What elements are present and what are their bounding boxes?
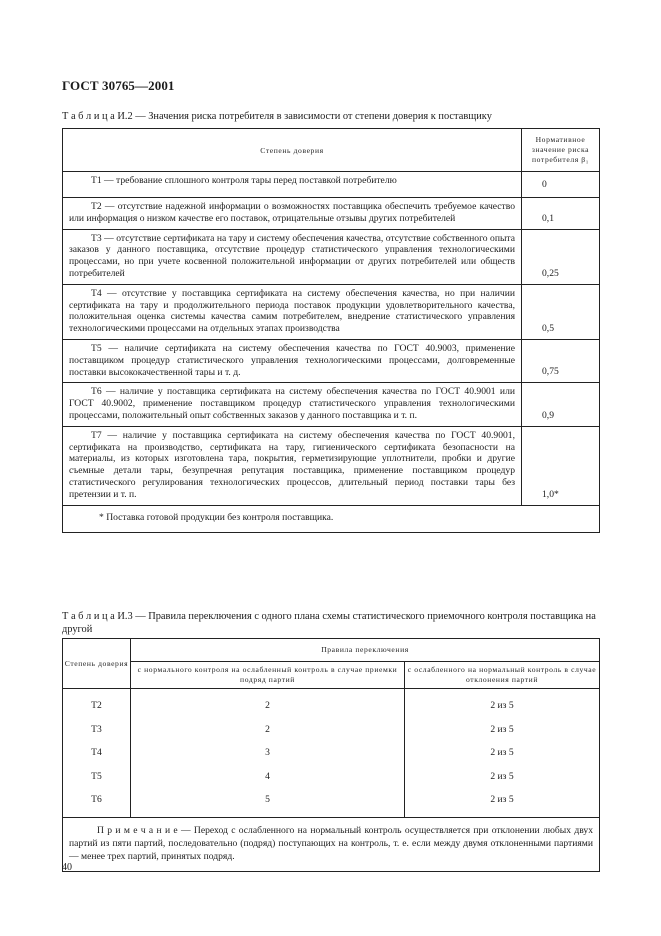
to-normal-cell: 2 из 5 [405,741,600,765]
table-row [63,765,600,789]
row-desc-t2 [63,198,522,230]
to-normal-cell: 2 из 5 [405,788,600,817]
col-header-risk: Нормативное значение риска потребителя β₁ [522,129,600,172]
table-row [63,426,600,505]
table-row [63,339,600,382]
document-code: ГОСТ 30765—2001 [62,78,175,93]
to-normal-cell: 2 из 5 [405,718,600,742]
row-text: Т5 — наличие сертификата на систему обеспечения качества по ГОСТ 40.9003, применение поставщиком процедур статистического управления технологическими процессами, долговременные поставки высококачественной тары и т. д. [69,342,515,378]
row-desc-t1 [63,172,522,198]
table-row [63,689,600,718]
table-row [63,284,600,339]
row-value-t5: 0,75 [522,339,600,382]
col-group-header-switching: Правила переключения [131,639,600,662]
row-value-t3: 0,25 [522,229,600,284]
row-text: Т1 — требование сплошного контроля тары перед поставкой потребителю [91,175,397,186]
table-i2-caption-text: И.2 — Значения риска потребителя в зависимости от степени доверия к поставщику [114,111,492,122]
row-text: Т7 — наличие у поставщика сертификата на систему обеспечения качества по ГОСТ 40.9001, сертификата на производство, сертификата на тару, гигиенического сертификата безопасности на материалы, из которых изготовлена тара, покрытия, герметизирующие уплотнители, пробки и другие съемные детали тары, безупречная репутация поставщика, применение поставщиком процедур статистического регулирования технологических процессов, длительный период поставки тары без претензии и т. п. [69,429,515,500]
row-desc-t4 [63,284,522,339]
table-i3-note-row [63,817,600,871]
degree-cell: Т4 [63,741,131,765]
to-normal-cell: 2 из 5 [405,689,600,718]
table-row [63,229,600,284]
table-row [63,741,600,765]
to-normal-cell: 2 из 5 [405,765,600,789]
table-row [63,788,600,817]
table-i3-header-row [63,639,600,662]
row-desc-t6 [63,383,522,426]
degree-cell: Т2 [63,689,131,718]
table-i3-caption [62,610,600,636]
row-text: Т6 — наличие у поставщика сертификата на систему обеспечения качества по ГОСТ 40.9001 или ГОСТ 40.9002, применение поставщиком процедур статистического управления технологическими процессами, положительный опыт собственных заказов у данного поставщика и т. п. [69,386,515,421]
row-value-t6: 0,9 [522,383,600,426]
row-value-t1: 0 [522,172,600,198]
to-reduced-cell: 4 [131,765,405,789]
note-body [69,824,593,863]
table-row [63,198,600,230]
note-text: — Переход с ослабленного на нормальный контроль осуществляется при отклонении любых двух партий из пяти партий, последовательно (подряд) поступающих на контроль, т. е. если между двумя отклоненными партиями — менее трех партий, принятых подряд. [69,824,594,862]
degree-cell: Т5 [63,765,131,789]
col-header-degree: Степень доверия [63,129,522,172]
table-i2-caption [62,110,602,123]
table-i3-note [63,817,600,871]
table-i2-footnote: * Поставка готовой продукции без контроля поставщика. [63,505,600,532]
table-row [63,172,600,198]
to-reduced-cell: 5 [131,788,405,817]
row-text: Т3 — отсутствие сертификата на тару и систему обеспечения качества, отсутствие собственного опыта заказов у данного поставщика, отсутствие процедур статистического управления технологическими процессами, но при учете косвенной положительной информации от других потребителей или обществ потребителей [69,232,515,279]
table-i3-caption-prefix: Т а б л и ц а [62,611,115,622]
row-value-t4: 0,5 [522,284,600,339]
table-i2-footnote-row [63,505,600,532]
col-header-reduced-to-normal: с ослабленного на нормальный контроль в случае отклонения партий [405,662,600,689]
col-header-normal-to-reduced: с нормального контроля на ослабленный контроль в случае приемки подряд партий [131,662,405,689]
to-reduced-cell: 3 [131,741,405,765]
row-desc-t7 [63,426,522,505]
table-i3 [62,638,600,872]
table-i2-caption-prefix: Т а б л и ц а [62,111,115,122]
page-number: 40 [62,862,72,873]
row-desc-t3 [63,229,522,284]
table-i3-subheader-row [63,662,600,689]
row-text: Т4 — отсутствие у поставщика сертификата на систему обеспечения качества, но при наличии сертификата на тару и продолжительного периода поставок продукции удовлетворительного качества, положительная оценка системы качества самим потребителем, внедрение статистического управления технологическими процессами на отдельных этапах производства [69,287,515,335]
table-i2 [62,128,600,533]
table-i2-header-row [63,129,600,172]
degree-cell: Т3 [63,718,131,742]
degree-cell: Т6 [63,788,131,817]
table-row [63,383,600,426]
row-value-t2: 0,1 [522,198,600,230]
col-header-degree: Степень доверия [63,639,131,689]
to-reduced-cell: 2 [131,689,405,718]
note-prefix: П р и м е ч а н и е [97,824,178,836]
to-reduced-cell: 2 [131,718,405,742]
table-i3-caption-text: И.3 — Правила переключения с одного плана схемы статистического приемочного контроля поставщика на другой [62,611,596,635]
table-row [63,718,600,742]
row-text: Т2 — отсутствие надежной информации о возможностях поставщика обеспечить требуемое качество или информация о низком качестве его поставок, отрицательные отзывы других потребителей [69,201,515,224]
row-desc-t5 [63,339,522,382]
row-value-t7: 1,0* [522,426,600,505]
